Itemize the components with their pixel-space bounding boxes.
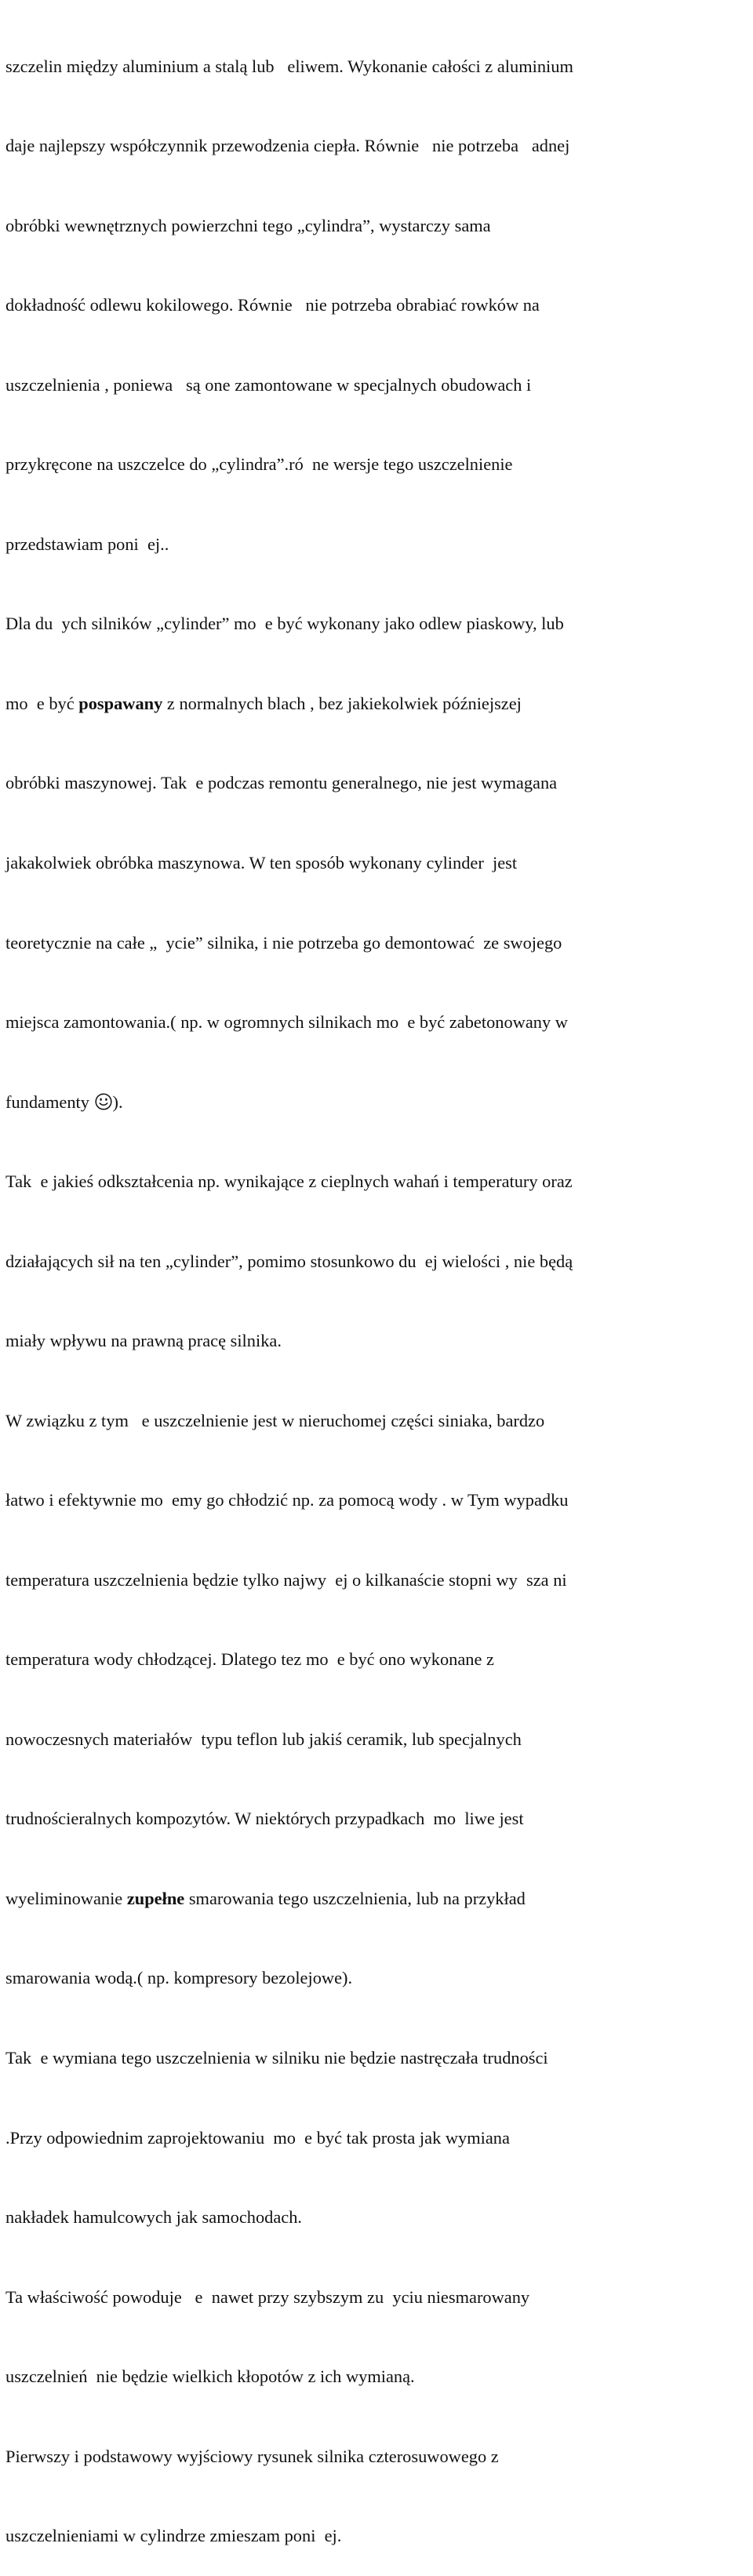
text-line: łatwo i efektywnie mo emy go chłodzić np. za pomocą wody . w Tym wypadku: [5, 1490, 569, 1510]
bold-word: zupełne: [126, 1888, 185, 1908]
text-line: uszczelnieniami w cylindrze zmieszam poni ej.: [5, 2526, 342, 2546]
text-segment: z normalnych blach , bez jakiekolwiek późniejszej: [162, 693, 522, 713]
text-line: daje najlepszy współczynnik przewodzenia ciepła. Równie nie potrzeba adnej: [5, 136, 570, 156]
text-line: uszczelnień nie będzie wielkich kłopotów z ich wymianą.: [5, 2366, 415, 2387]
text-line: smarowania wodą.( np. kompresory bezolejowe).: [5, 1968, 353, 1988]
text-line: działających sił na ten „cylinder”, pomimo stosunkowo du ej wielości , nie będą: [5, 1251, 573, 1271]
text-line: Tak e wymiana tego uszczelnienia w silniku nie będzie nastręczała trudności: [5, 2047, 548, 2068]
text-line: nowoczesnych materiałów typu teflon lub jakiś ceramik, lub specjalnych: [5, 1729, 522, 1749]
text-line: nakładek hamulcowych jak samochodach.: [5, 2207, 303, 2228]
text-line: teoretycznie na całe „ ycie” silnika, i nie potrzeba go demontować ze swojego: [5, 932, 562, 953]
text-line: miejsca zamontowania.( np. w ogromnych silnikach mo e być zabetonowany w: [5, 1012, 568, 1033]
text-segment: smarowania tego uszczelnienia, lub na przykład: [184, 1888, 526, 1908]
text-line: W związku z tym e uszczelnienie jest w nieruchomej części siniaka, bardzo: [5, 1410, 545, 1430]
text-line: uszczelnienia , poniewa są one zamontowane w specjalnych obudowach i: [5, 374, 532, 395]
text-line: dokładność odlewu kokilowego. Równie nie potrzeba obrabiać rowków na: [5, 295, 540, 315]
text-segment: fundamenty: [5, 1091, 94, 1112]
text-line: miały wpływu na prawną pracę silnika.: [5, 1331, 282, 1351]
text-line: [5, 690, 751, 717]
text-line: Ta właściwość powoduje e nawet przy szybszym zu yciu niesmarowany: [5, 2286, 530, 2307]
text-line: trudnościeralnych kompozytów. W niektórych przypadkach mo liwe jest: [5, 1809, 524, 1829]
text-line: jakakolwiek obróbka maszynowa. W ten sposób wykonany cylinder jest: [5, 853, 518, 873]
text-line: Tak e jakieś odkształcenia np. wynikające z cieplnych wahań i temperatury oraz: [5, 1171, 573, 1192]
text-line: Pierwszy i podstawowy wyjściowy rysunek silnika czterosuwowego z: [5, 2446, 499, 2466]
text-line: przedstawiam poni ej..: [5, 534, 169, 554]
text-segment: wyeliminowanie: [5, 1888, 127, 1908]
text-line: temperatura wody chłodzącej. Dlatego tez mo e być ono wykonane z: [5, 1649, 494, 1670]
bold-word: pospawany: [78, 693, 163, 713]
smiley-face-icon: [95, 1093, 112, 1110]
text-segment: mo e być: [5, 693, 79, 713]
text-line: temperatura uszczelnienia będzie tylko najwy ej o kilkanaście stopni wy sza ni: [5, 1569, 567, 1590]
text-line: obróbki wewnętrznych powierzchni tego „cylindra”, wystarczy sama: [5, 215, 491, 235]
text-segment: ).: [112, 1091, 123, 1112]
text-line: [5, 1089, 751, 1116]
text-line: [5, 1886, 751, 1912]
document-body: [5, 0, 751, 2576]
text-line: .Przy odpowiednim zaprojektowaniu mo e być tak prosta jak wymiana: [5, 2127, 510, 2148]
text-line: Dla du ych silników „cylinder” mo e być wykonany jako odlew piaskowy, lub: [5, 614, 564, 634]
text-line: szczelin między aluminium a stalą lub eliwem. Wykonanie całości z aluminium: [5, 56, 573, 76]
text-line: przykręcone na uszczelce do „cylindra”.ró ne wersje tego uszczelnienie: [5, 454, 513, 475]
text-line: obróbki maszynowej. Tak e podczas remontu generalnego, nie jest wymagana: [5, 773, 558, 793]
